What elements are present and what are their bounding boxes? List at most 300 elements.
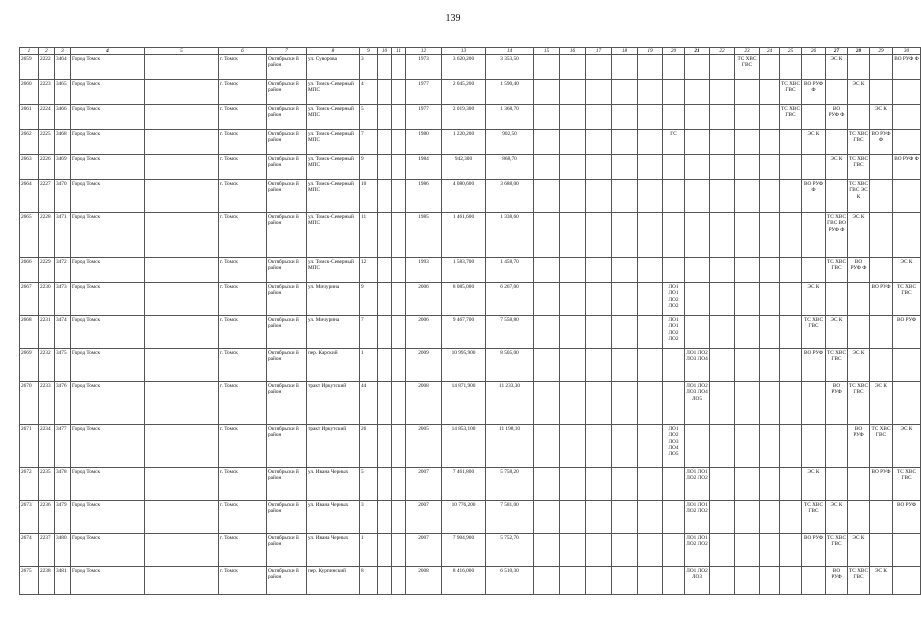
cell-col-11 — [392, 382, 406, 425]
cell-col-15 — [534, 130, 560, 155]
cell-col-20: ЛО1 ЛО2 ЛО3 ЛО4 ЛО5 — [663, 425, 685, 468]
cell-col-9: 5 — [360, 468, 378, 501]
cell-col-16 — [560, 258, 586, 283]
cell-col-7: Октябрьски й район — [267, 382, 307, 425]
cell-col-17 — [586, 468, 612, 501]
cell-col-16 — [560, 283, 586, 316]
column-header-27: 27 — [826, 48, 848, 55]
cell-col-3: 3464 — [55, 55, 71, 80]
cell-col-17 — [586, 213, 612, 258]
cell-col-4: Город Томск — [71, 180, 145, 213]
cell-col-3: 3472 — [55, 258, 71, 283]
cell-col-16 — [560, 534, 586, 567]
cell-col-27: ТС ХВС ГВС — [826, 534, 848, 567]
cell-col-17 — [586, 501, 612, 534]
cell-col-11 — [392, 258, 406, 283]
table-row — [20, 534, 921, 567]
cell-col-11 — [392, 534, 406, 567]
cell-col-17 — [586, 130, 612, 155]
cell-col-5 — [145, 382, 219, 425]
cell-col-25 — [780, 155, 802, 180]
cell-col-6: г. Томск — [219, 316, 267, 349]
cell-col-14: 868,70 — [486, 155, 534, 180]
cell-col-23 — [735, 534, 760, 567]
cell-col-3: 3469 — [55, 155, 71, 180]
cell-col-9: 1 — [360, 534, 378, 567]
table-row — [20, 283, 921, 316]
cell-col-2: 2234 — [39, 425, 55, 468]
cell-col-23 — [735, 567, 760, 595]
page-number: 139 — [445, 13, 461, 24]
cell-col-8: ул. Томск-Северный МПС — [307, 180, 360, 213]
cell-col-27: ЭС К — [826, 55, 848, 80]
cell-col-2: 2228 — [39, 213, 55, 258]
cell-col-19 — [638, 213, 663, 258]
cell-col-10 — [378, 213, 392, 258]
cell-col-12: 2007 — [406, 534, 442, 567]
cell-col-16 — [560, 349, 586, 382]
cell-col-23 — [735, 105, 760, 130]
cell-col-23 — [735, 80, 760, 105]
cell-col-29 — [870, 180, 893, 213]
cell-col-18 — [612, 468, 638, 501]
cell-col-24 — [760, 155, 780, 180]
cell-col-15 — [534, 105, 560, 130]
cell-col-13: 14 871,900 — [442, 382, 486, 425]
cell-col-15 — [534, 55, 560, 80]
cell-col-9: 4 — [360, 80, 378, 105]
cell-col-29 — [870, 349, 893, 382]
table-row — [20, 382, 921, 425]
cell-col-30 — [893, 382, 921, 425]
cell-col-23 — [735, 425, 760, 468]
cell-col-2: 2223 — [39, 80, 55, 105]
cell-col-19 — [638, 180, 663, 213]
cell-col-28: ТС ХВС ГВС — [848, 155, 870, 180]
cell-col-25 — [780, 468, 802, 501]
cell-col-24 — [760, 80, 780, 105]
cell-col-4: Город Томск — [71, 316, 145, 349]
cell-col-20: ГС — [663, 130, 685, 155]
cell-col-2: 2222 — [39, 55, 55, 80]
cell-col-10 — [378, 55, 392, 80]
cell-col-21: ЛО1 ЛО2 ЛО3 — [685, 567, 710, 595]
cell-col-3: 3479 — [55, 501, 71, 534]
cell-col-14: 5 758,20 — [486, 468, 534, 501]
cell-col-22 — [710, 468, 735, 501]
cell-col-26: ЭС К — [802, 283, 826, 316]
cell-col-5 — [145, 55, 219, 80]
cell-col-16 — [560, 130, 586, 155]
cell-col-21: ЛО1 ЛО1 ЛО2 ЛО2 — [685, 501, 710, 534]
cell-col-22 — [710, 155, 735, 180]
cell-col-30: ТС ХВС ГВС — [893, 468, 921, 501]
cell-col-8: ул. Суворова — [307, 55, 360, 80]
cell-col-26: ТС ХВС ГВС — [802, 501, 826, 534]
cell-col-1: 2672 — [20, 468, 39, 501]
cell-col-16 — [560, 213, 586, 258]
cell-col-24 — [760, 501, 780, 534]
cell-col-1: 2665 — [20, 213, 39, 258]
cell-col-19 — [638, 80, 663, 105]
cell-col-4: Город Томск — [71, 80, 145, 105]
cell-col-30 — [893, 213, 921, 258]
table-header-row — [20, 48, 921, 55]
cell-col-28: ТС ХВС ГВС — [848, 130, 870, 155]
cell-col-6: г. Томск — [219, 55, 267, 80]
cell-col-26 — [802, 55, 826, 80]
cell-col-5 — [145, 567, 219, 595]
cell-col-11 — [392, 55, 406, 80]
cell-col-15 — [534, 349, 560, 382]
cell-col-26 — [802, 213, 826, 258]
column-header-25: 25 — [780, 48, 802, 55]
cell-col-2: 2230 — [39, 283, 55, 316]
cell-col-27 — [826, 468, 848, 501]
cell-col-1: 2664 — [20, 180, 39, 213]
cell-col-10 — [378, 349, 392, 382]
cell-col-26: ТС ХВС ГВС — [802, 316, 826, 349]
column-header-4: 4 — [71, 48, 145, 55]
cell-col-23 — [735, 155, 760, 180]
cell-col-23 — [735, 316, 760, 349]
cell-col-11 — [392, 105, 406, 130]
cell-col-8: ул. Ивана Черных — [307, 468, 360, 501]
cell-col-20 — [663, 80, 685, 105]
cell-col-17 — [586, 80, 612, 105]
cell-col-8: ул. Мичурина — [307, 283, 360, 316]
cell-col-8: пер. Карский — [307, 349, 360, 382]
cell-col-24 — [760, 180, 780, 213]
cell-col-27: ТС ХВС ГВС ВО РУФ Ф — [826, 213, 848, 258]
cell-col-29 — [870, 155, 893, 180]
cell-col-3: 3477 — [55, 425, 71, 468]
cell-col-3: 3473 — [55, 283, 71, 316]
cell-col-6: г. Томск — [219, 155, 267, 180]
column-header-7: 7 — [267, 48, 307, 55]
cell-col-16 — [560, 425, 586, 468]
cell-col-12: 1986 — [406, 180, 442, 213]
cell-col-19 — [638, 468, 663, 501]
column-header-28: 28 — [848, 48, 870, 55]
cell-col-9: 1 — [360, 349, 378, 382]
cell-col-16 — [560, 155, 586, 180]
column-header-13: 13 — [442, 48, 486, 55]
cell-col-3: 3476 — [55, 382, 71, 425]
cell-col-8: тракт Иркутский — [307, 425, 360, 468]
cell-col-14: 11 198,10 — [486, 425, 534, 468]
cell-col-4: Город Томск — [71, 258, 145, 283]
cell-col-22 — [710, 258, 735, 283]
cell-col-20 — [663, 468, 685, 501]
cell-col-9: 9 — [360, 283, 378, 316]
cell-col-26 — [802, 425, 826, 468]
cell-col-30: ЭС К — [893, 425, 921, 468]
cell-col-16 — [560, 105, 586, 130]
cell-col-27: ТС ХВС ГВС — [826, 349, 848, 382]
cell-col-29 — [870, 80, 893, 105]
cell-col-30 — [893, 105, 921, 130]
cell-col-17 — [586, 534, 612, 567]
cell-col-7: Октябрьски й район — [267, 468, 307, 501]
cell-col-30 — [893, 130, 921, 155]
column-header-20: 20 — [663, 48, 685, 55]
cell-col-5 — [145, 425, 219, 468]
cell-col-13: 10 995,900 — [442, 349, 486, 382]
cell-col-14: 1 458,70 — [486, 258, 534, 283]
cell-col-3: 3470 — [55, 180, 71, 213]
cell-col-19 — [638, 349, 663, 382]
cell-col-27: ЭС К — [826, 316, 848, 349]
cell-col-8: ул. Томск-Северный МПС — [307, 213, 360, 258]
cell-col-13: 10 776,200 — [442, 501, 486, 534]
cell-col-2: 2236 — [39, 501, 55, 534]
cell-col-17 — [586, 105, 612, 130]
table-row — [20, 316, 921, 349]
cell-col-7: Октябрьски й район — [267, 316, 307, 349]
cell-col-13: 942,300 — [442, 155, 486, 180]
cell-col-2: 2233 — [39, 382, 55, 425]
cell-col-30 — [893, 349, 921, 382]
cell-col-29 — [870, 213, 893, 258]
cell-col-29: ЭС К — [870, 567, 893, 595]
cell-col-3: 3465 — [55, 80, 71, 105]
cell-col-16 — [560, 382, 586, 425]
table-row — [20, 567, 921, 595]
column-header-11: 11 — [392, 48, 406, 55]
table-row — [20, 155, 921, 180]
cell-col-8: ул. Томск-Северный МПС — [307, 155, 360, 180]
cell-col-11 — [392, 180, 406, 213]
cell-col-14: 7 558,80 — [486, 316, 534, 349]
cell-col-19 — [638, 258, 663, 283]
cell-col-6: г. Томск — [219, 501, 267, 534]
cell-col-7: Октябрьски й район — [267, 155, 307, 180]
cell-col-4: Город Томск — [71, 501, 145, 534]
cell-col-18 — [612, 180, 638, 213]
cell-col-3: 3468 — [55, 130, 71, 155]
cell-col-1: 2660 — [20, 80, 39, 105]
cell-col-1: 2671 — [20, 425, 39, 468]
cell-col-16 — [560, 180, 586, 213]
cell-col-12: 1993 — [406, 258, 442, 283]
cell-col-28 — [848, 283, 870, 316]
cell-col-12: 2005 — [406, 425, 442, 468]
cell-col-23 — [735, 501, 760, 534]
cell-col-19 — [638, 567, 663, 595]
cell-col-1: 2659 — [20, 55, 39, 80]
cell-col-23 — [735, 382, 760, 425]
cell-col-20 — [663, 349, 685, 382]
cell-col-7: Октябрьски й район — [267, 425, 307, 468]
cell-col-30 — [893, 80, 921, 105]
cell-col-15 — [534, 382, 560, 425]
cell-col-26: ВО РУФ — [802, 534, 826, 567]
cell-col-22 — [710, 349, 735, 382]
cell-col-25 — [780, 55, 802, 80]
cell-col-15 — [534, 468, 560, 501]
cell-col-7: Октябрьски й район — [267, 105, 307, 130]
cell-col-15 — [534, 567, 560, 595]
column-header-19: 19 — [638, 48, 663, 55]
cell-col-17 — [586, 316, 612, 349]
cell-col-19 — [638, 534, 663, 567]
cell-col-29 — [870, 55, 893, 80]
cell-col-25 — [780, 382, 802, 425]
column-header-9: 9 — [360, 48, 378, 55]
cell-col-19 — [638, 425, 663, 468]
cell-col-18 — [612, 425, 638, 468]
cell-col-24 — [760, 55, 780, 80]
cell-col-28 — [848, 468, 870, 501]
cell-col-29 — [870, 316, 893, 349]
cell-col-24 — [760, 468, 780, 501]
cell-col-8: тракт Иркутский — [307, 382, 360, 425]
cell-col-1: 2669 — [20, 349, 39, 382]
cell-col-18 — [612, 105, 638, 130]
table-row — [20, 130, 921, 155]
cell-col-22 — [710, 567, 735, 595]
cell-col-2: 2232 — [39, 349, 55, 382]
cell-col-21 — [685, 55, 710, 80]
cell-col-23 — [735, 130, 760, 155]
cell-col-10 — [378, 382, 392, 425]
cell-col-12: 1984 — [406, 155, 442, 180]
cell-col-30: ЭС К — [893, 258, 921, 283]
cell-col-19 — [638, 382, 663, 425]
column-header-18: 18 — [612, 48, 638, 55]
cell-col-28: ТС ХВС ГВС — [848, 567, 870, 595]
cell-col-28 — [848, 55, 870, 80]
cell-col-2: 2231 — [39, 316, 55, 349]
cell-col-15 — [534, 258, 560, 283]
cell-col-7: Октябрьски й район — [267, 80, 307, 105]
cell-col-27 — [826, 80, 848, 105]
cell-col-28: ЭС К — [848, 534, 870, 567]
cell-col-9: 7 — [360, 130, 378, 155]
cell-col-12: 1973 — [406, 55, 442, 80]
cell-col-14: 8 505,00 — [486, 349, 534, 382]
cell-col-4: Город Томск — [71, 105, 145, 130]
cell-col-17 — [586, 349, 612, 382]
cell-col-22 — [710, 534, 735, 567]
cell-col-4: Город Томск — [71, 534, 145, 567]
cell-col-1: 2663 — [20, 155, 39, 180]
cell-col-15 — [534, 80, 560, 105]
cell-col-29 — [870, 501, 893, 534]
cell-col-16 — [560, 501, 586, 534]
cell-col-19 — [638, 501, 663, 534]
cell-col-25 — [780, 213, 802, 258]
cell-col-25 — [780, 283, 802, 316]
cell-col-10 — [378, 316, 392, 349]
cell-col-14: 6 510,30 — [486, 567, 534, 595]
cell-col-22 — [710, 501, 735, 534]
column-header-2: 2 — [39, 48, 55, 55]
cell-col-18 — [612, 567, 638, 595]
cell-col-21 — [685, 316, 710, 349]
cell-col-11 — [392, 349, 406, 382]
cell-col-28: ЭС К — [848, 213, 870, 258]
cell-col-10 — [378, 105, 392, 130]
column-header-26: 26 — [802, 48, 826, 55]
cell-col-18 — [612, 534, 638, 567]
cell-col-25 — [780, 180, 802, 213]
cell-col-20 — [663, 382, 685, 425]
cell-col-24 — [760, 567, 780, 595]
cell-col-29: ТС ХВС ГВС — [870, 425, 893, 468]
cell-col-30 — [893, 180, 921, 213]
cell-col-5 — [145, 80, 219, 105]
cell-col-5 — [145, 501, 219, 534]
cell-col-9: 8 — [360, 567, 378, 595]
cell-col-5 — [145, 180, 219, 213]
cell-col-10 — [378, 80, 392, 105]
cell-col-1: 2668 — [20, 316, 39, 349]
cell-col-8: ул. Томск-Северный МПС — [307, 130, 360, 155]
cell-col-25: ТС ХВС ГВС — [780, 105, 802, 130]
table-row — [20, 258, 921, 283]
cell-col-12: 1977 — [406, 80, 442, 105]
cell-col-24 — [760, 105, 780, 130]
cell-col-16 — [560, 567, 586, 595]
table-row — [20, 55, 921, 80]
cell-col-2: 2225 — [39, 130, 55, 155]
cell-col-23 — [735, 283, 760, 316]
cell-col-12: 2006 — [406, 316, 442, 349]
cell-col-7: Октябрьски й район — [267, 349, 307, 382]
cell-col-24 — [760, 534, 780, 567]
cell-col-21 — [685, 283, 710, 316]
cell-col-4: Город Томск — [71, 283, 145, 316]
cell-col-22 — [710, 80, 735, 105]
cell-col-27 — [826, 283, 848, 316]
cell-col-8: ул. Томск-Северный МПС — [307, 80, 360, 105]
table-row — [20, 105, 921, 130]
cell-col-10 — [378, 468, 392, 501]
cell-col-22 — [710, 130, 735, 155]
cell-col-14: 1 590,40 — [486, 80, 534, 105]
cell-col-7: Октябрьски й район — [267, 567, 307, 595]
cell-col-26: ЭС К — [802, 130, 826, 155]
cell-col-10 — [378, 425, 392, 468]
cell-col-8: ул. Мичурина — [307, 316, 360, 349]
cell-col-11 — [392, 425, 406, 468]
cell-col-30 — [893, 534, 921, 567]
cell-col-21: ЛО1 ЛО2 ЛО3 ЛО4 — [685, 349, 710, 382]
cell-col-1: 2661 — [20, 105, 39, 130]
cell-col-18 — [612, 155, 638, 180]
cell-col-17 — [586, 55, 612, 80]
cell-col-2: 2224 — [39, 105, 55, 130]
cell-col-24 — [760, 283, 780, 316]
column-header-14: 14 — [486, 48, 534, 55]
cell-col-26: ВО РУФ Ф — [802, 180, 826, 213]
table-row — [20, 468, 921, 501]
cell-col-24 — [760, 316, 780, 349]
cell-col-8: ул. Томск-Северный МПС — [307, 105, 360, 130]
cell-col-26 — [802, 105, 826, 130]
cell-col-30 — [893, 567, 921, 595]
cell-col-28: ТС ХВС ГВС ЭС К — [848, 180, 870, 213]
cell-col-13: 14 853,100 — [442, 425, 486, 468]
cell-col-1: 2674 — [20, 534, 39, 567]
cell-col-24 — [760, 382, 780, 425]
cell-col-15 — [534, 283, 560, 316]
cell-col-30: ВО РУФ — [893, 501, 921, 534]
cell-col-6: г. Томск — [219, 105, 267, 130]
cell-col-19 — [638, 283, 663, 316]
